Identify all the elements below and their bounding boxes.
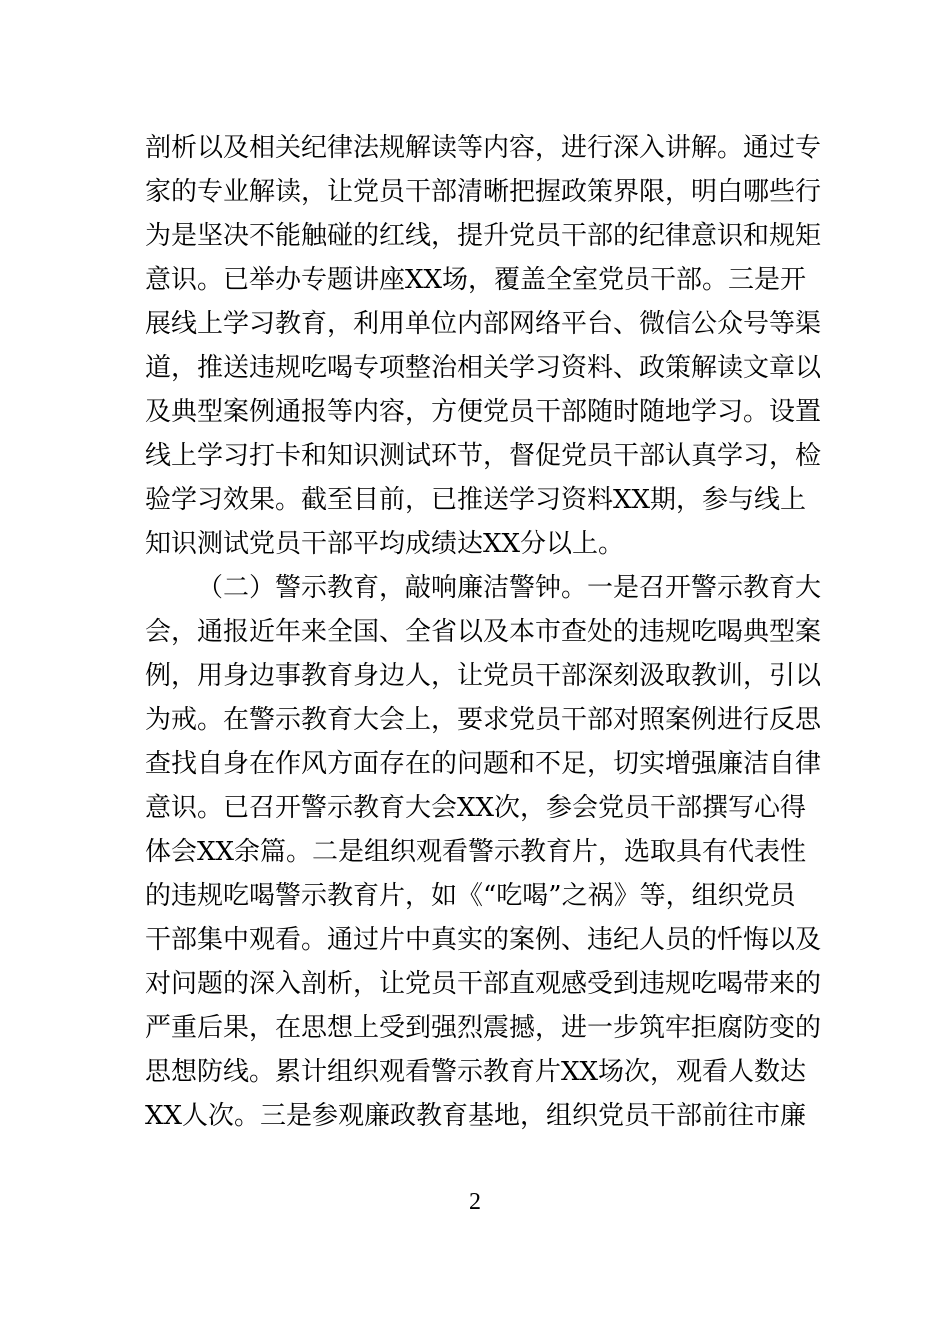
body-text-line: 线上学习打卡和知识测试环节，督促党员干部认真学习，检 — [145, 441, 822, 471]
body-text-line: 干部集中观看。通过片中真实的案例、违纪人员的忏悔以及 — [145, 925, 822, 955]
body-text-line: 知识测试党员干部平均成绩达XX分以上。 — [145, 529, 625, 559]
body-text-line: 查找自身在作风方面存在的问题和不足，切实增强廉洁自律 — [145, 749, 822, 779]
body-text-line: 对问题的深入剖析，让党员干部直观感受到违规吃喝带来的 — [145, 969, 822, 999]
body-text-line: 展线上学习教育，利用单位内部网络平台、微信公众号等渠 — [145, 309, 822, 339]
body-text-line: 家的专业解读，让党员干部清晰把握政策界限，明白哪些行 — [145, 177, 822, 207]
body-text-line: XX人次。三是参观廉政教育基地，组织党员干部前往市廉 — [145, 1101, 807, 1131]
body-text-line: 例，用身边事教育身边人，让党员干部深刻汲取教训，引以 — [145, 661, 822, 691]
body-text-line: 为戒。在警示教育大会上，要求党员干部对照案例进行反思 — [145, 705, 822, 735]
body-text-line: 思想防线。累计组织观看警示教育片XX场次，观看人数达 — [145, 1057, 807, 1087]
body-text-line: 意识。已召开警示教育大会XX次，参会党员干部撰写心得 — [145, 793, 807, 823]
body-text-line: 及典型案例通报等内容，方便党员干部随时随地学习。设置 — [145, 397, 822, 427]
section-heading-line: （二）警示教育，敲响廉洁警钟。一是召开警示教育大 — [197, 573, 822, 603]
body-text-line: 为是坚决不能触碰的红线，提升党员干部的纪律意识和规矩 — [145, 221, 822, 251]
body-text-line: 道，推送违规吃喝专项整治相关学习资料、政策解读文章以 — [145, 353, 822, 383]
body-text-line: 的违规吃喝警示教育片，如《“吃喝”之祸》等，组织党员 — [145, 881, 796, 911]
body-text-line: 会，通报近年来全国、全省以及本市查处的违规吃喝典型案 — [145, 617, 822, 647]
body-text-line: 意识。已举办专题讲座XX场，覆盖全室党员干部。三是开 — [145, 265, 807, 295]
body-text-line: 体会XX余篇。二是组织观看警示教育片，选取具有代表性 — [145, 837, 807, 867]
body-text-line: 剖析以及相关纪律法规解读等内容，进行深入讲解。通过专 — [145, 133, 822, 163]
body-text-line: 严重后果，在思想上受到强烈震撼，进一步筑牢拒腐防变的 — [145, 1013, 822, 1043]
page-number: 2 — [469, 1189, 481, 1215]
body-text-line: 验学习效果。截至目前，已推送学习资料XX期，参与线上 — [145, 485, 807, 515]
